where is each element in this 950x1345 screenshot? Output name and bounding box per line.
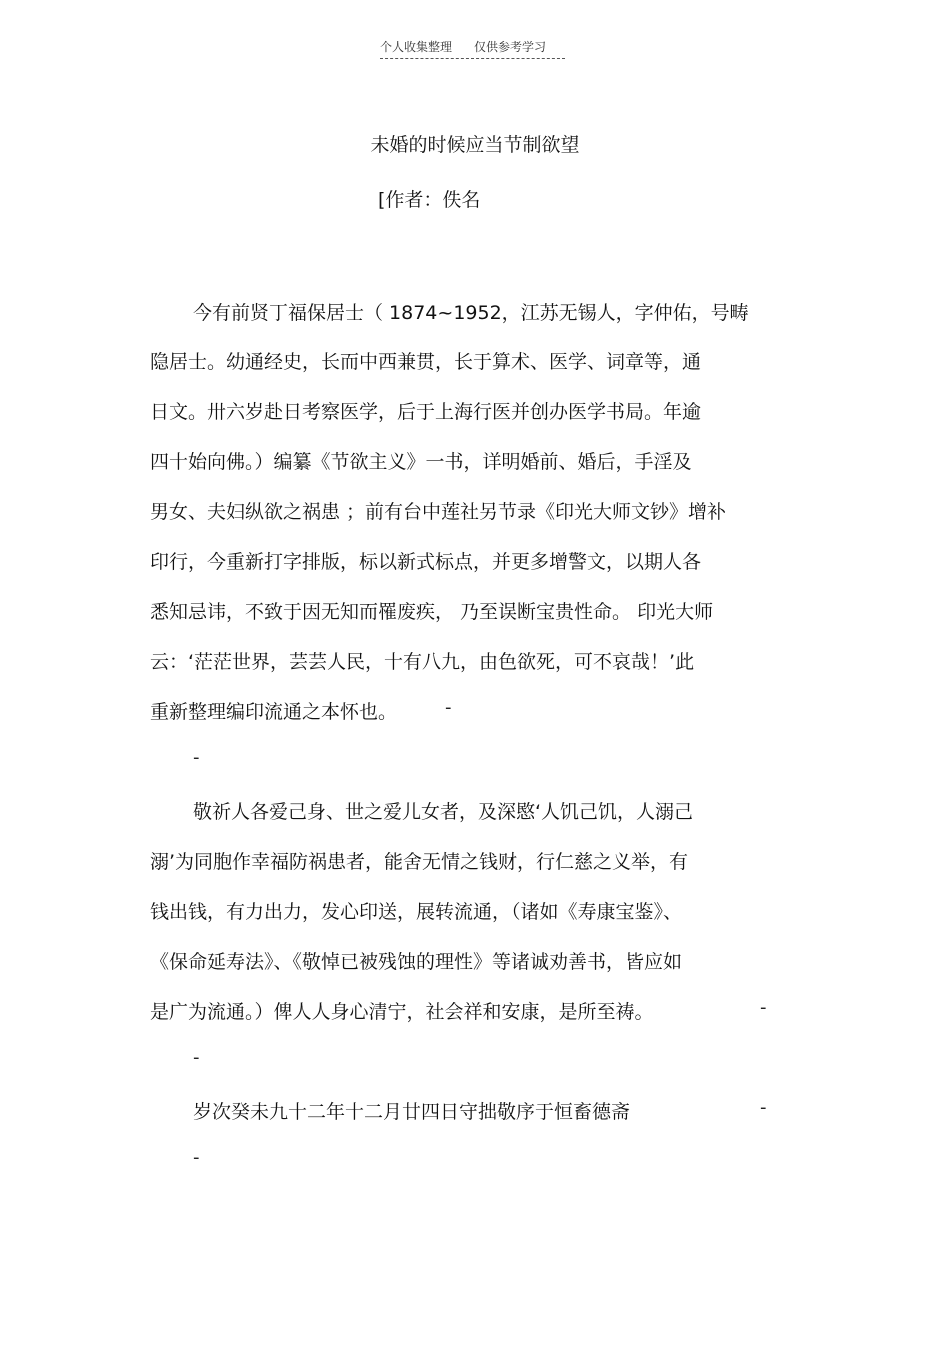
paragraph-2-line-2: 溺’为同胞作幸福防祸患者，能舍无情之钱财，行仁慈之义举，有 [150,851,689,873]
paragraph-2-line-5: 是广为流通。）俾人人身心清宁，社会祥和安康，是所至祷。 [150,1001,654,1023]
header-left-text: 个人收集整理 [380,40,453,54]
document-title: 未婚的时候应当节制欲望 [370,134,580,156]
paragraph-1-line-3: 日文。卅六岁赴日考察医学，后于上海行医并创办医学书局。年逾 [150,401,702,423]
author-line: [作者：佚名 [378,189,481,211]
header-right-text: 仅供参考学习 [474,40,547,54]
dash-mark: - [193,1047,200,1068]
dash-mark: - [760,1097,767,1118]
paragraph-1-line-5: 男女、夫妇纵欲之祸患 ；前有台中莲社另节录《印光大师文钞》增补 [150,501,727,523]
paragraph-1-line-6: 印行，今重新打字排版，标以新式标点，并更多增警文，以期人各 [150,551,702,573]
paragraph-2-line-1: 敬祈人各爱己身、世之爱儿女者，及深愍‘人饥己饥，人溺己 [193,801,694,823]
dash-mark: - [445,697,452,718]
paragraph-1-line-1: 今有前贤丁福保居士（ 1874~1952，江苏无锡人，字仲佑，号畴 [193,302,749,324]
paragraph-1-line-4: 四十始向佛。）编纂《节欲主义》一书，详明婚前、婚后，手淫及 [150,451,692,473]
paragraph-3-line-1: 岁次癸未九十二年十二月廿四日守拙敬序于恒畜德斋 [193,1101,631,1123]
paragraph-1-line-8: 云：‘茫茫世界，芸芸人民，十有八九，由色欲死，可不哀哉！’此 [150,651,695,673]
page-header [380,38,565,59]
paragraph-2-line-3: 钱出钱，有力出力，发心印送，展转流通，（诸如《寿康宝鉴》、 [150,901,683,923]
paragraph-1-line-2: 隐居士。幼通经史，长而中西兼贯，长于算术、医学、词章等，通 [150,351,702,373]
dash-mark: - [760,997,767,1018]
paragraph-1-line-9: 重新整理编印流通之本怀也。 [150,701,398,723]
dash-mark: - [193,747,200,768]
paragraph-1-line-7: 悉知忌讳，不致于因无知而罹废疾， 乃至误断宝贵性命。 印光大师 [150,601,714,623]
paragraph-2-line-4: 《保命延寿法》、《敬悼已被残蚀的理性》等诸诚劝善书，皆应如 [150,951,683,973]
dash-mark: - [193,1147,200,1168]
